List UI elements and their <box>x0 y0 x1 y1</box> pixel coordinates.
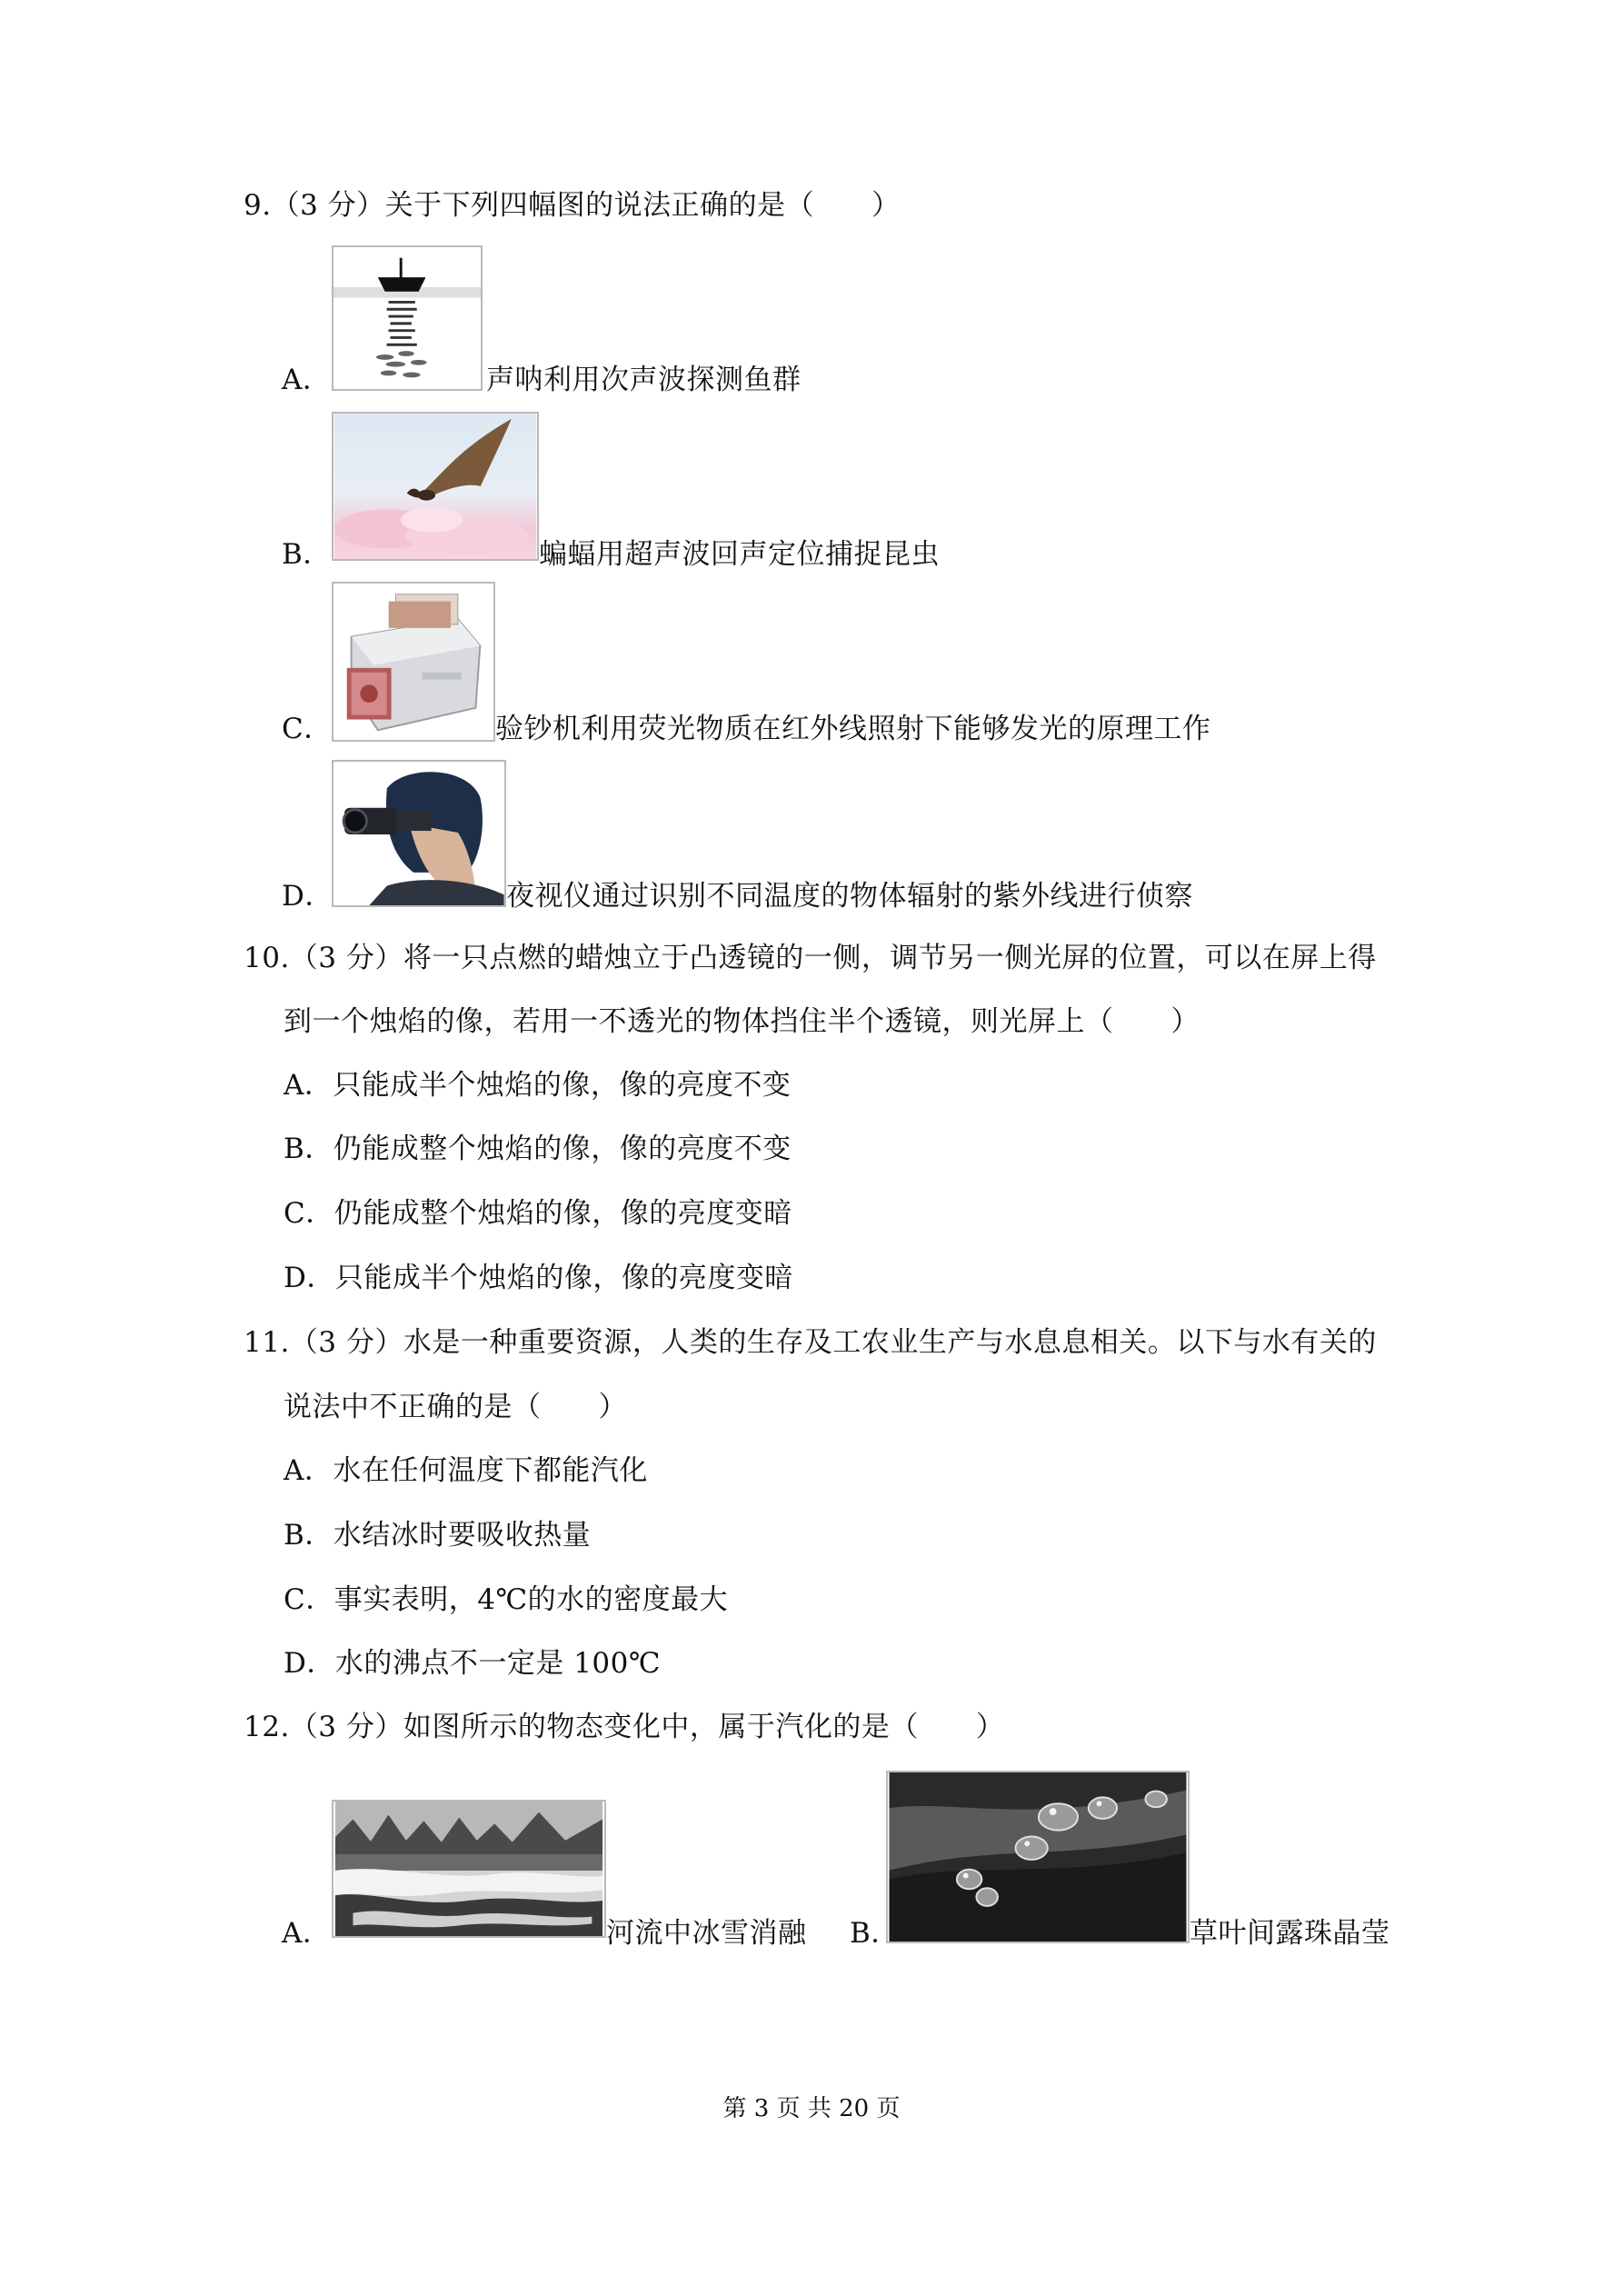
q12-option-b-letter: B． <box>850 1917 900 1950</box>
q11-stem-line2: 说法中不正确的是（ ） <box>284 1391 627 1423</box>
q10-stem-line1: 10.（3 分）将一只点燃的蜡烛立于凸透镜的一侧，调节另一侧光屏的位置，可以在屏上得 <box>244 942 1377 974</box>
q9-option-b-letter: B． <box>282 538 332 571</box>
q11-option-d: D．水的沸点不一定是 100℃ <box>284 1647 662 1680</box>
night-vision-image <box>332 760 506 907</box>
q9-option-a-letter: A． <box>282 364 332 396</box>
q10-option-b: B．仍能成整个烛焰的像，像的亮度不变 <box>284 1133 792 1165</box>
money-detector-image <box>332 582 495 742</box>
sonar-boat-icon <box>332 245 483 391</box>
q12-option-a-text: 河流中冰雪消融 <box>606 1917 807 1950</box>
q11-option-b: B．水结冰时要吸收热量 <box>284 1519 592 1552</box>
q9-option-d-text: 夜视仪通过识别不同温度的物体辐射的紫外线进行侦察 <box>506 880 1193 913</box>
melting-river-image <box>332 1800 606 1938</box>
q10-option-a: A．只能成半个烛焰的像，像的亮度不变 <box>284 1069 792 1102</box>
q12-option-a-letter: A． <box>282 1917 332 1950</box>
q10-option-c: C．仍能成整个烛焰的像，像的亮度变暗 <box>284 1197 792 1230</box>
dew-drops-image <box>886 1771 1190 1943</box>
q9-option-a-text: 声呐利用次声波探测鱼群 <box>486 364 802 396</box>
q11-option-a: A．水在任何温度下都能汽化 <box>284 1454 648 1487</box>
q9-option-d-letter: D． <box>282 880 334 913</box>
q12-option-b-text: 草叶间露珠晶莹 <box>1190 1917 1390 1950</box>
bat-image <box>332 412 539 561</box>
q9-stem: 9.（3 分）关于下列四幅图的说法正确的是（ ） <box>244 189 901 222</box>
page-number: 第 3 页 共 20 页 <box>722 2095 901 2122</box>
q10-option-d: D．只能成半个烛焰的像，像的亮度变暗 <box>284 1262 793 1294</box>
q12-stem: 12.（3 分）如图所示的物态变化中，属于汽化的是（ ） <box>244 1711 1005 1743</box>
q9-option-c-letter: C． <box>282 713 333 745</box>
q9-option-b-text: 蝙蝠用超声波回声定位捕捉昆虫 <box>539 538 940 571</box>
q9-option-c-text: 验钞机利用荧光物质在红外线照射下能够发光的原理工作 <box>495 713 1211 745</box>
q11-option-c: C．事实表明，4℃的水的密度最大 <box>284 1583 729 1616</box>
q11-stem-line1: 11.（3 分）水是一种重要资源，人类的生存及工农业生产与水息息相关。以下与水有关的 <box>244 1326 1377 1359</box>
q10-stem-line2: 到一个烛焰的像，若用一不透光的物体挡住半个透镜，则光屏上（ ） <box>284 1005 1200 1038</box>
